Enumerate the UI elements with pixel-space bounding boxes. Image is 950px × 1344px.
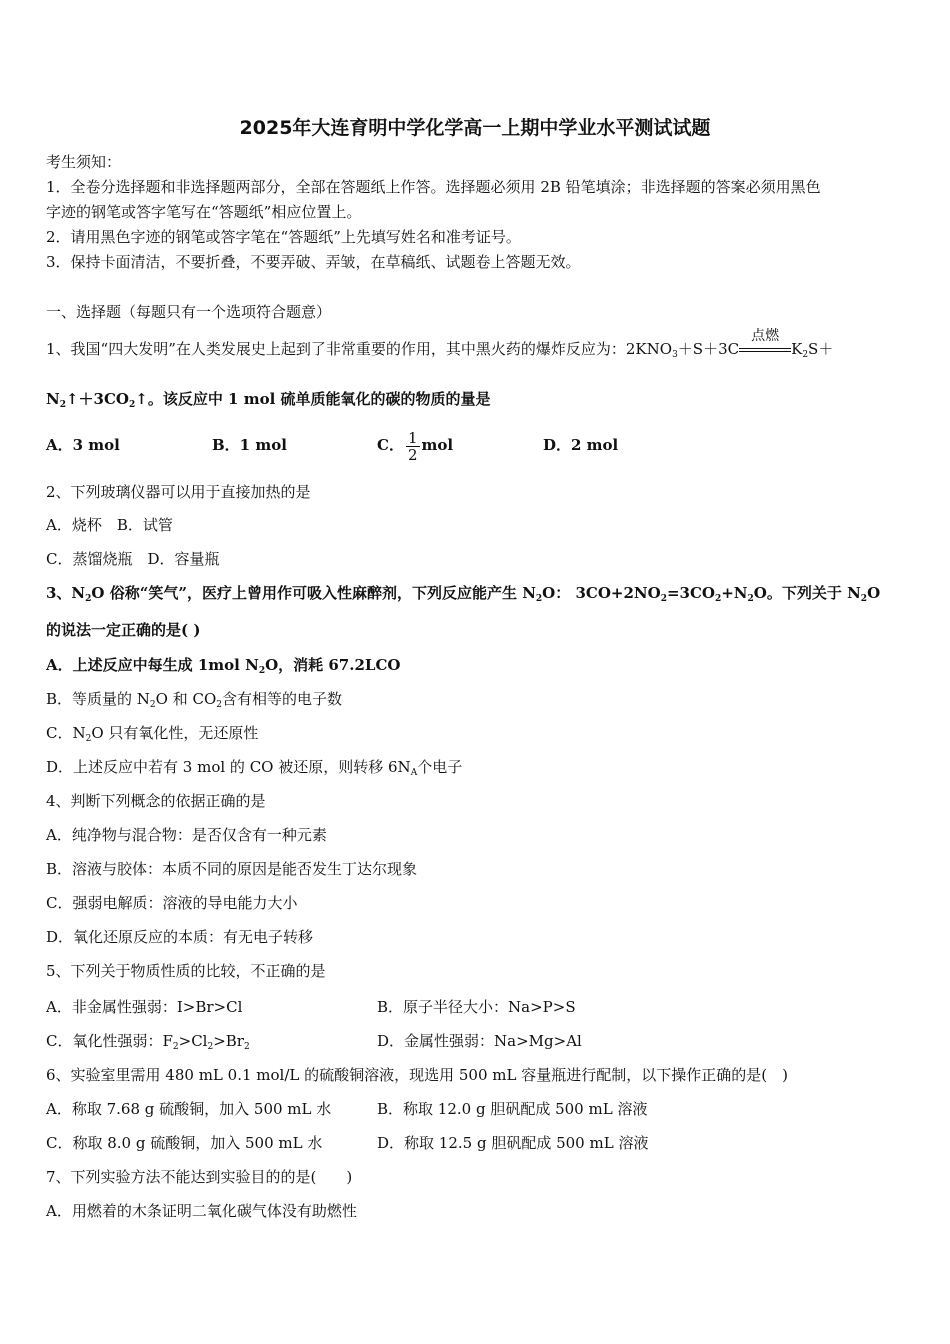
notice-item-1-cont: 字迹的钢笔或答字笔写在“答题纸”相应位置上。 <box>46 203 362 221</box>
q3-stem-cont: 的说法一定正确的是( ) <box>46 621 201 639</box>
notice-item-3: 3．保持卡面清洁，不要折叠，不要弄破、弄皱，在草稿纸、试题卷上答题无效。 <box>46 253 581 271</box>
q5-option-c[interactable]: C．氧化性强弱：$F_2>Cl_2>Br_2$ <box>46 1032 250 1052</box>
q2-options-cd[interactable]: C．蒸馏烧瓶 D．容量瓶 <box>46 550 220 568</box>
q1-option-a[interactable]: A．3 mol <box>46 436 120 454</box>
q2-options-ab[interactable]: A．烧杯 B．试管 <box>46 516 173 534</box>
q6-option-d[interactable]: D．称取 12.5 g 胆矾配成 500 mL 溶液 <box>377 1134 649 1152</box>
notice-heading: 考生须知： <box>46 153 122 171</box>
q3-option-d[interactable]: D．上述反应中若有 3 mol 的 CO 被还原，则转移 $6N_A$个电子 <box>46 758 463 778</box>
q6-stem: 6、实验室里需用 480 mL 0.1 mol/L 的硫酸铜溶液，现选用 500 mL 容量瓶进行配制，以下操作正确的是( ) <box>46 1066 788 1084</box>
section-heading: 一、选择题（每题只有一个选项符合题意） <box>46 303 332 321</box>
notice-item-2: 2．请用黑色字迹的钢笔或答字笔在“答题纸”上先填写姓名和准考证号。 <box>46 228 521 246</box>
q4-option-b[interactable]: B．溶液与胶体：本质不同的原因是能否发生丁达尔现象 <box>46 860 418 878</box>
q1-stem-cont: $N_2↑+3CO_2↑$。该反应中 1 mol 硫单质能氧化的碳的物质的量是 <box>46 390 491 410</box>
reaction-condition: 点燃 <box>739 343 791 357</box>
q1-stem: 1、我国“四大发明”在人类发展史上起到了非常重要的作用，其中黑火药的爆炸反应为：$2KNO_3+S+3C$ 点燃 $K_2S+$ <box>46 328 834 360</box>
q6-option-a[interactable]: A．称取 7.68 g 硫酸铜，加入 500 mL 水 <box>46 1100 332 1118</box>
q3-option-c[interactable]: C．$N_2O$ 只有氧化性，无还原性 <box>46 724 259 744</box>
q5-option-d[interactable]: D．金属性强弱：Na>Mg>Al <box>377 1032 582 1050</box>
q2-stem: 2、下列玻璃仪器可以用于直接加热的是 <box>46 483 311 501</box>
q3-stem: 3、$N_2O$ 俗称“笑气”，医疗上曾用作可吸入性麻醉剂，下列反应能产生 $N_2O$： $3CO+2NO_2=3CO_2+N_2O$。下列关于 $N_2O$ <box>46 584 881 604</box>
q5-stem: 5、下列关于物质性质的比较，不正确的是 <box>46 962 326 980</box>
q4-stem: 4、判断下列概念的依据正确的是 <box>46 792 266 810</box>
fraction-one-half: $\frac{1}{2}$ <box>407 428 418 464</box>
q1-option-d[interactable]: D．2 mol <box>543 436 619 454</box>
q5-option-a[interactable]: A．非金属性强弱：I>Br>Cl <box>46 998 243 1016</box>
q7-option-a[interactable]: A．用燃着的木条证明二氧化碳气体没有助燃性 <box>46 1202 357 1220</box>
q4-option-c[interactable]: C．强弱电解质：溶液的导电能力大小 <box>46 894 298 912</box>
q5-option-b[interactable]: B．原子半径大小：Na>P>S <box>377 998 576 1016</box>
q1-option-b[interactable]: B．1 mol <box>212 436 287 454</box>
q6-option-c[interactable]: C．称取 8.0 g 硫酸铜，加入 500 mL 水 <box>46 1134 323 1152</box>
q3-option-a[interactable]: A．上述反应中每生成 1mol $N_2O$，消耗 67.2LCO <box>46 656 401 676</box>
q7-stem: 7、下列实验方法不能达到实验目的的是( ) <box>46 1168 353 1186</box>
notice-item-1: 1．全卷分选择题和非选择题两部分，全部在答题纸上作答。选择题必须用 2B 铅笔填涂；非选择题的答案必须用黑色 <box>46 178 821 196</box>
q1-option-c[interactable]: C． $\frac{1}{2}$ mol <box>377 428 454 464</box>
q3-option-b[interactable]: B．等质量的 $N_2O$ 和 $CO_2$含有相等的电子数 <box>46 690 343 710</box>
q4-option-d[interactable]: D．氧化还原反应的本质：有无电子转移 <box>46 928 314 946</box>
q6-option-b[interactable]: B．称取 12.0 g 胆矾配成 500 mL 溶液 <box>377 1100 648 1118</box>
q4-option-a[interactable]: A．纯净物与混合物：是否仅含有一种元素 <box>46 826 327 844</box>
page-title: 2025年大连育明中学化学高一上期中学业水平测试试题 <box>239 117 711 139</box>
